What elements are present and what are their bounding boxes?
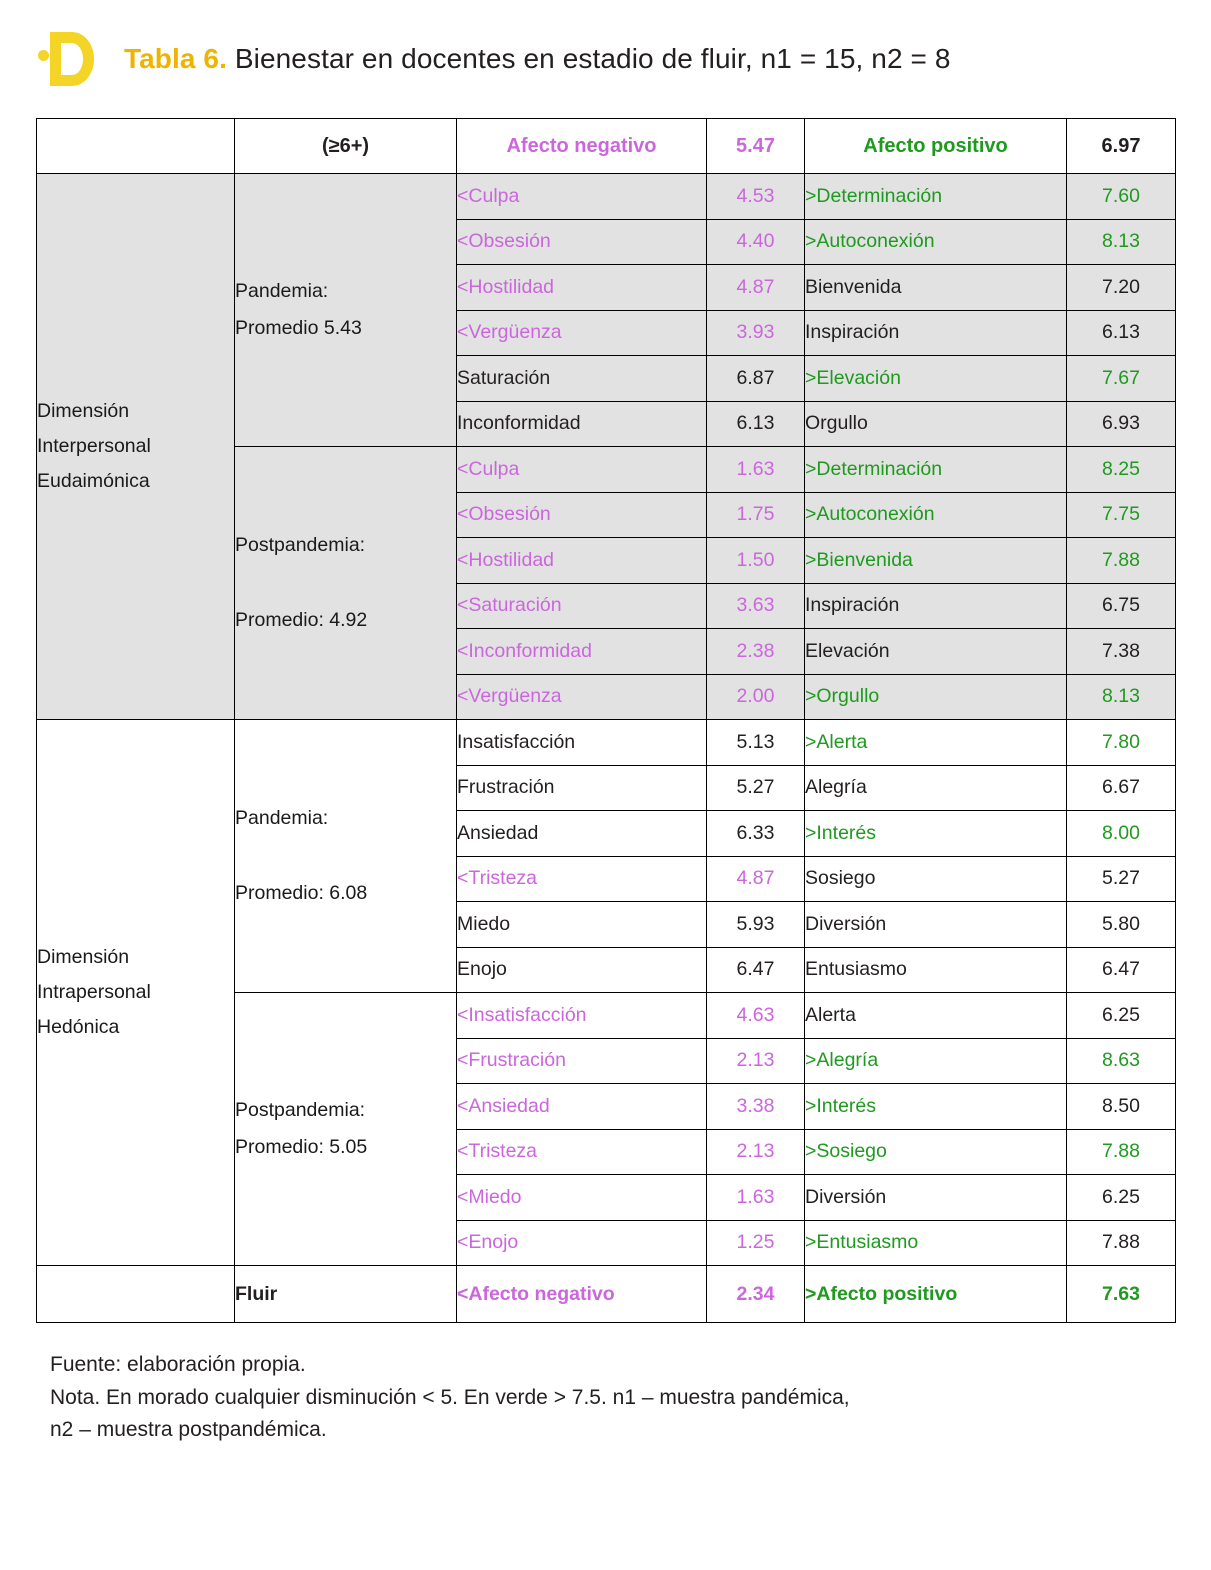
negative-emotion-label: <Hostilidad (457, 265, 707, 311)
positive-emotion-value: 7.38 (1067, 629, 1176, 675)
negative-emotion-value: 6.47 (707, 947, 805, 993)
dimension-line: Eudaimónica (37, 470, 150, 493)
negative-emotion-label: <Miedo (457, 1175, 707, 1221)
period-line: Promedio: 4.92 (235, 608, 368, 631)
positive-emotion-value: 6.93 (1067, 401, 1176, 447)
negative-emotion-label: <Hostilidad (457, 538, 707, 584)
negative-emotion-value: 1.25 (707, 1220, 805, 1266)
positive-emotion-value: 8.25 (1067, 447, 1176, 493)
negative-emotion-label: <Obsesión (457, 219, 707, 265)
negative-emotion-value: 1.63 (707, 1175, 805, 1221)
period-line: Promedio: 6.08 (235, 881, 368, 904)
negative-emotion-value: 2.13 (707, 1129, 805, 1175)
negative-emotion-value: 3.93 (707, 310, 805, 356)
positive-emotion-label: Alerta (805, 993, 1067, 1039)
header-negative-affect: Afecto negativo (457, 119, 707, 174)
positive-emotion-label: Elevación (805, 629, 1067, 675)
positive-emotion-value: 5.80 (1067, 902, 1176, 948)
negative-emotion-label: <Ansiedad (457, 1084, 707, 1130)
positive-emotion-value: 8.50 (1067, 1084, 1176, 1130)
table-notes (50, 1349, 1175, 1447)
negative-emotion-value: 6.33 (707, 811, 805, 857)
positive-emotion-value: 6.13 (1067, 310, 1176, 356)
positive-emotion-label: >Entusiasmo (805, 1220, 1067, 1266)
period-line: Promedio 5.43 (235, 317, 362, 339)
table-title-text: Bienestar en docentes en estadio de fluir, n1 = 15, n2 = 8 (226, 43, 951, 75)
negative-emotion-label: <Vergüenza (457, 674, 707, 720)
negative-emotion-label: Miedo (457, 902, 707, 948)
positive-emotion-value: 7.60 (1067, 174, 1176, 220)
positive-emotion-label: Inspiración (805, 583, 1067, 629)
period-line: Pandemia: (235, 807, 329, 830)
negative-emotion-value: 2.38 (707, 629, 805, 675)
dimension-line: Dimensión (37, 945, 130, 968)
negative-emotion-label: Frustración (457, 765, 707, 811)
positive-emotion-value: 8.63 (1067, 1038, 1176, 1084)
positive-emotion-value: 7.88 (1067, 538, 1176, 584)
positive-emotion-label: >Interés (805, 1084, 1067, 1130)
period-line: Promedio: 5.05 (235, 1136, 368, 1158)
positive-emotion-label: Diversión (805, 1175, 1067, 1221)
header-positive-affect-value: 6.97 (1067, 119, 1176, 174)
positive-emotion-value: 7.67 (1067, 356, 1176, 402)
period-line (235, 564, 456, 601)
positive-emotion-label: >Interés (805, 811, 1067, 857)
positive-emotion-value: 6.75 (1067, 583, 1176, 629)
positive-emotion-label: >Autoconexión (805, 492, 1067, 538)
footer-label-fluir: Fluir (235, 1266, 457, 1323)
positive-emotion-label: >Determinación (805, 447, 1067, 493)
legend-note-line2: n2 – muestra postpandémica. (50, 1418, 327, 1442)
positive-emotion-value: 5.27 (1067, 856, 1176, 902)
positive-emotion-value: 6.47 (1067, 947, 1176, 993)
negative-emotion-value: 4.63 (707, 993, 805, 1039)
footer-empty-cell (37, 1266, 235, 1323)
dimension-line: Dimensión (37, 399, 130, 422)
positive-emotion-label: >Alegría (805, 1038, 1067, 1084)
dimension-line: Interpersonal (37, 434, 151, 457)
page-title (124, 42, 951, 76)
period-line: Pandemia: (235, 279, 329, 302)
positive-emotion-label: >Determinación (805, 174, 1067, 220)
negative-emotion-label: <Vergüenza (457, 310, 707, 356)
positive-emotion-label: Orgullo (805, 401, 1067, 447)
header-positive-affect: Afecto positivo (805, 119, 1067, 174)
dimension-line: Intrapersonal (37, 980, 151, 1003)
positive-emotion-label: >Sosiego (805, 1129, 1067, 1175)
negative-emotion-label: Ansiedad (457, 811, 707, 857)
positive-emotion-label: Diversión (805, 902, 1067, 948)
positive-emotion-label: Entusiasmo (805, 947, 1067, 993)
negative-emotion-label: Enojo (457, 947, 707, 993)
footer-positive-affect: >Afecto positivo (805, 1266, 1067, 1323)
negative-emotion-label: <Saturación (457, 583, 707, 629)
positive-emotion-label: Inspiración (805, 310, 1067, 356)
period-line: Postpandemia: (235, 1098, 366, 1121)
positive-emotion-label: >Orgullo (805, 674, 1067, 720)
negative-emotion-label: <Culpa (457, 174, 707, 220)
positive-emotion-value: 7.75 (1067, 492, 1176, 538)
period-line: Postpandemia: (235, 534, 366, 557)
period-cell-postpandemia-2 (235, 993, 457, 1266)
positive-emotion-label: Alegría (805, 765, 1067, 811)
positive-emotion-value: 6.67 (1067, 765, 1176, 811)
footer-negative-affect: <Afecto negativo (457, 1266, 707, 1323)
negative-emotion-value: 1.63 (707, 447, 805, 493)
negative-emotion-value: 3.63 (707, 583, 805, 629)
positive-emotion-value: 7.80 (1067, 720, 1176, 766)
period-line (235, 837, 456, 874)
positive-emotion-value: 8.13 (1067, 674, 1176, 720)
period-cell-pandemia-1 (235, 174, 457, 447)
table-row (37, 720, 1176, 766)
negative-emotion-value: 2.13 (707, 1038, 805, 1084)
table-row (37, 174, 1176, 220)
negative-emotion-label: <Insatisfacción (457, 993, 707, 1039)
dimension-line: Hedónica (37, 1016, 120, 1039)
positive-emotion-label: >Alerta (805, 720, 1067, 766)
negative-emotion-value: 2.00 (707, 674, 805, 720)
footer-positive-affect-value: 7.63 (1067, 1266, 1176, 1323)
table-footer-row (37, 1266, 1176, 1323)
negative-emotion-value: 1.50 (707, 538, 805, 584)
negative-emotion-value: 5.27 (707, 765, 805, 811)
negative-emotion-label: <Frustración (457, 1038, 707, 1084)
negative-emotion-value: 3.38 (707, 1084, 805, 1130)
positive-emotion-value: 8.00 (1067, 811, 1176, 857)
dimension-cell-intrapersonal (37, 720, 235, 1266)
negative-emotion-value: 6.87 (707, 356, 805, 402)
positive-emotion-label: >Bienvenida (805, 538, 1067, 584)
legend-note-line1: Nota. En morado cualquier disminución < 5. En verde > 7.5. n1 – muestra pandémica, (50, 1385, 850, 1409)
positive-emotion-value: 7.20 (1067, 265, 1176, 311)
document-header (36, 0, 1175, 118)
negative-emotion-value: 5.13 (707, 720, 805, 766)
negative-emotion-label: Inconformidad (457, 401, 707, 447)
header-empty-cell (37, 119, 235, 174)
positive-emotion-value: 8.13 (1067, 219, 1176, 265)
negative-emotion-value: 1.75 (707, 492, 805, 538)
negative-emotion-label: <Inconformidad (457, 629, 707, 675)
negative-emotion-value: 4.40 (707, 219, 805, 265)
dimension-cell-interpersonal (37, 174, 235, 720)
positive-emotion-label: Bienvenida (805, 265, 1067, 311)
positive-emotion-value: 7.88 (1067, 1220, 1176, 1266)
negative-emotion-value: 4.87 (707, 265, 805, 311)
table-header-row (37, 119, 1176, 174)
period-cell-postpandemia-1 (235, 447, 457, 720)
negative-emotion-label: <Tristeza (457, 856, 707, 902)
negative-emotion-value: 4.53 (707, 174, 805, 220)
footer-negative-affect-value: 2.34 (707, 1266, 805, 1323)
header-negative-affect-value: 5.47 (707, 119, 805, 174)
institution-logo-icon (36, 24, 106, 94)
positive-emotion-label: >Elevación (805, 356, 1067, 402)
positive-emotion-label: >Autoconexión (805, 219, 1067, 265)
header-range-cell: (≥6+) (235, 119, 457, 174)
table-number-label: Tabla 6. (124, 43, 227, 75)
negative-emotion-label: Insatisfacción (457, 720, 707, 766)
positive-emotion-value: 6.25 (1067, 1175, 1176, 1221)
negative-emotion-label: <Tristeza (457, 1129, 707, 1175)
positive-emotion-label: Sosiego (805, 856, 1067, 902)
source-note: Fuente: elaboración propia. (50, 1353, 306, 1376)
negative-emotion-value: 4.87 (707, 856, 805, 902)
negative-emotion-label: <Obsesión (457, 492, 707, 538)
positive-emotion-value: 6.25 (1067, 993, 1176, 1039)
negative-emotion-label: <Enojo (457, 1220, 707, 1266)
negative-emotion-label: <Culpa (457, 447, 707, 493)
period-cell-pandemia-2 (235, 720, 457, 993)
negative-emotion-label: Saturación (457, 356, 707, 402)
wellbeing-table (36, 118, 1176, 1323)
negative-emotion-value: 5.93 (707, 902, 805, 948)
positive-emotion-value: 7.88 (1067, 1129, 1176, 1175)
negative-emotion-value: 6.13 (707, 401, 805, 447)
